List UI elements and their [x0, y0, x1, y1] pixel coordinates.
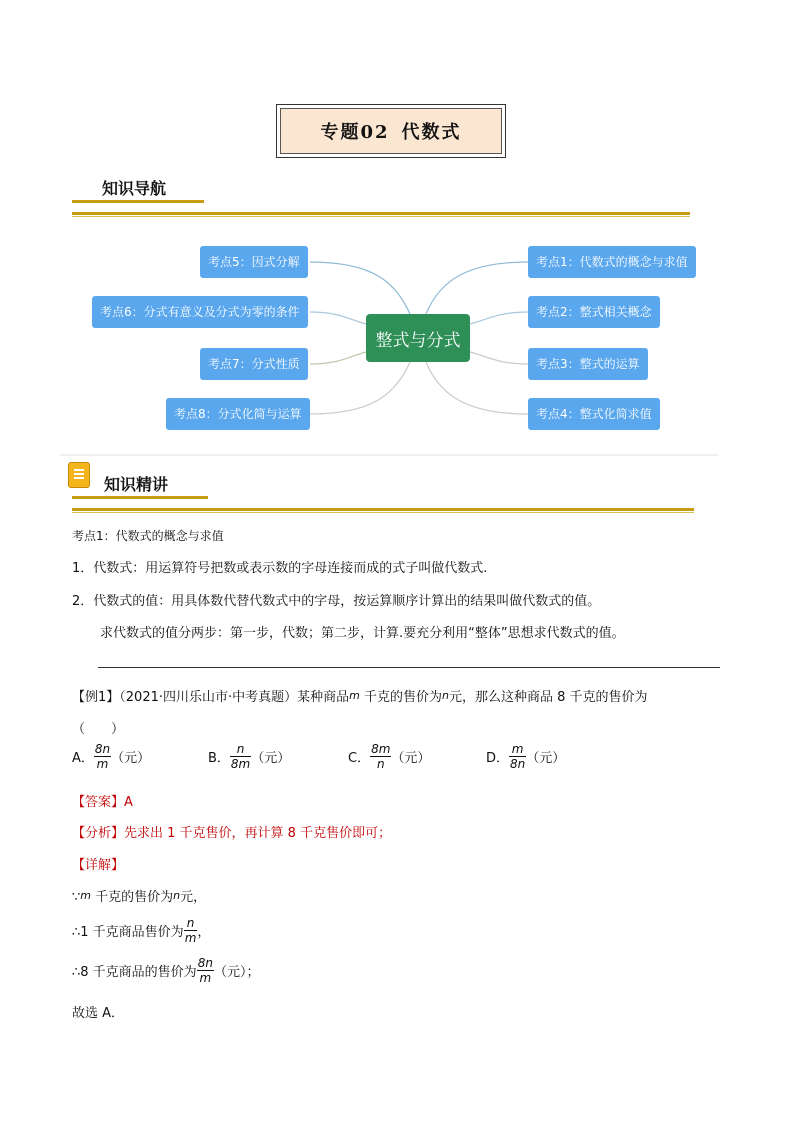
step3-fraction [197, 956, 214, 985]
connector-right-4 [426, 362, 528, 414]
option-b-unit: （元） [251, 751, 291, 766]
example-answer-paren: （ ） [72, 722, 125, 737]
option-a-fraction [94, 742, 111, 771]
solution-step1 [72, 886, 206, 905]
connector-right-3 [470, 352, 528, 364]
mindmap-center-node: 整式与分式 [366, 314, 470, 362]
option-c-den: n [376, 757, 385, 771]
point1-steps: 求代数式的值分两步：第一步，代数；第二步，计算.要充分利用“整体”思想求代数式的值。 [100, 626, 625, 641]
example-question [72, 686, 648, 705]
option-b-num: n [230, 742, 251, 757]
because-symbol: ∵ [72, 890, 81, 905]
connector-right-2 [470, 312, 528, 324]
option-c-unit: （元） [391, 751, 431, 766]
step1-mid: 千克的售价为 [91, 890, 174, 905]
step1-var-m: m [80, 889, 91, 902]
lecture-section-divider-thin [72, 512, 694, 513]
option-d-fraction [509, 742, 526, 771]
analysis-line: 【分析】先求出 1 千克售价，再计算 8 千克售价即可； [72, 826, 392, 841]
step2-num: n [184, 916, 198, 931]
option-a-letter: A． [72, 751, 94, 766]
example-mid: 千克的售价为 [364, 690, 443, 705]
option-a-unit: （元） [111, 751, 151, 766]
option-d[interactable] [486, 742, 565, 771]
var-m: m [349, 689, 360, 702]
lecture-section-divider [72, 508, 694, 511]
example-tail: 元，那么这种商品 8 千克的售价为 [449, 690, 648, 705]
step3-pre: ∴8 千克商品的售价为 [72, 965, 197, 980]
title-part2: 代数式 [401, 122, 462, 143]
point1-value-definition: 2．代数式的值：用具体数代替代数式中的字母，按运算顺序计算出的结果叫做代数式的值。 [72, 594, 601, 609]
mindmap-node-point8: 考点8：分式化简与运算 [166, 398, 310, 430]
step2-pre: ∴1 千克商品售价为 [72, 925, 184, 940]
option-c[interactable] [348, 742, 430, 771]
detail-heading: 【详解】 [72, 858, 125, 873]
connector-left-4 [310, 362, 410, 414]
answer-line: 【答案】A [72, 795, 133, 810]
option-b-letter: B． [208, 751, 230, 766]
option-b-fraction [230, 742, 251, 771]
lecture-section-underline [72, 496, 208, 499]
connector-left-2 [310, 312, 366, 324]
option-d-letter: D． [486, 751, 510, 766]
option-d-num: m [509, 742, 526, 757]
mindmap-node-point4: 考点4：整式化简求值 [528, 398, 660, 430]
step2-fraction [184, 916, 198, 945]
connector-right-1 [426, 262, 528, 314]
connector-left-3 [310, 352, 366, 364]
notebook-icon [68, 462, 90, 488]
option-b-den: 8m [230, 757, 251, 771]
step1-var-n: n [173, 889, 181, 902]
title-part1: 专题02 [320, 122, 390, 143]
example-label: 【例1】 [72, 690, 120, 705]
option-c-num: 8m [371, 742, 391, 756]
nav-section-title: 知识导航 [102, 179, 167, 198]
step2-den: m [184, 931, 197, 945]
mindmap-node-point3: 考点3：整式的运算 [528, 348, 648, 380]
step1-tail: 元， [180, 890, 207, 905]
connector-left-1 [310, 262, 410, 314]
step3-tail: （元）； [213, 965, 260, 980]
mindmap-node-point5: 考点5：因式分解 [200, 246, 308, 278]
option-c-fraction [370, 742, 391, 771]
option-b[interactable] [208, 742, 290, 771]
mindmap-node-point1: 考点1：代数式的概念与求值 [528, 246, 696, 278]
lecture-section-title: 知识精讲 [104, 475, 169, 494]
option-d-den: 8n [510, 757, 526, 771]
option-c-letter: C． [348, 751, 371, 766]
example-source: （2021·四川乐山市·中考真题）某种商品 [119, 690, 350, 705]
point1-heading: 考点1：代数式的概念与求值 [72, 529, 224, 543]
solution-step3 [72, 956, 259, 985]
mindmap-node-point6: 考点6：分式有意义及分式为零的条件 [92, 296, 308, 328]
option-a[interactable] [72, 742, 150, 771]
step2-tail: ， [197, 925, 211, 940]
var-n: n [442, 689, 449, 702]
mindmap-node-point2: 考点2：整式相关概念 [528, 296, 660, 328]
mindmap-connectors [0, 0, 794, 460]
point1-definition: 1．代数式：用运算符号把数或表示数的字母连接而成的式子叫做代数式. [72, 561, 488, 576]
solution-step2 [72, 916, 210, 945]
step3-num: 8n [197, 956, 213, 970]
step3-den: m [199, 971, 212, 985]
option-a-num: 8n [94, 742, 111, 756]
mindmap-node-point7: 考点7：分式性质 [200, 348, 308, 380]
conclusion-line: 故选 A． [72, 1006, 125, 1021]
section-divider [98, 667, 720, 668]
option-a-den: m [96, 757, 109, 771]
option-d-unit: （元） [526, 751, 566, 766]
